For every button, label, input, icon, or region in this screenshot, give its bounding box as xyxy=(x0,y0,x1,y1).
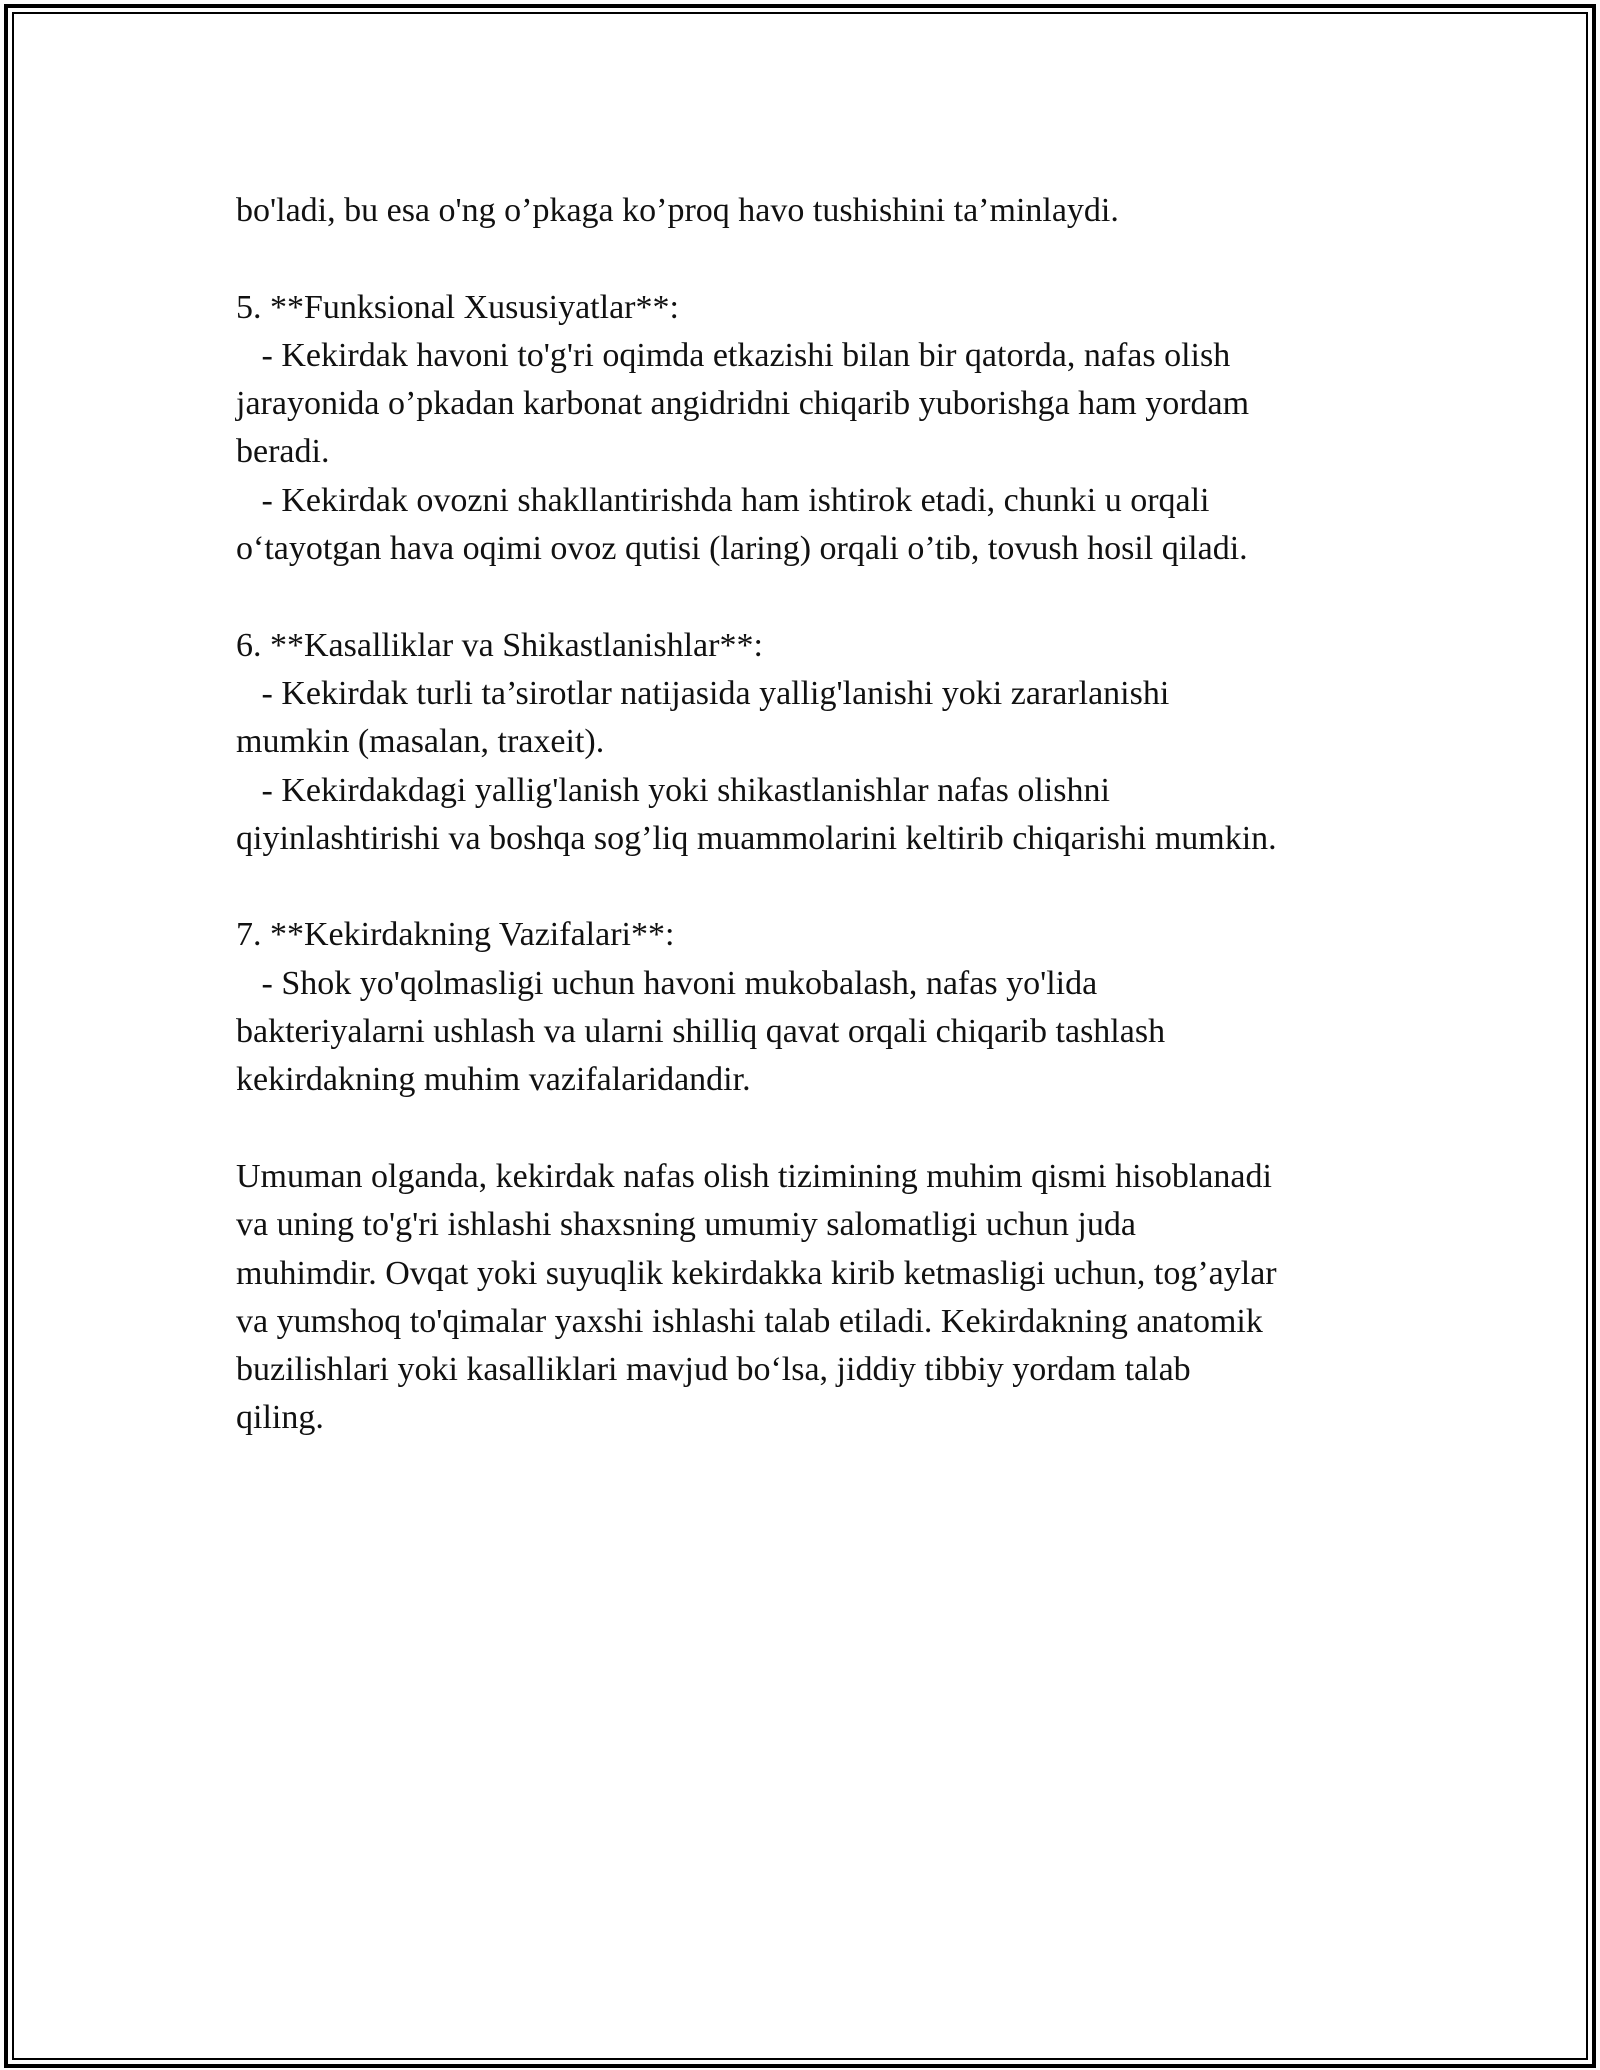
text-line: bakteriyalarni ushlash va ularni shilliq qavat orqali chiqarib tashlash xyxy=(236,1013,1166,1051)
blank-line xyxy=(236,573,1376,621)
section-heading-7: 7. **Kekirdakning Vazifalari**: xyxy=(236,916,675,954)
conclusion-line: va yumshoq to'qimalar yaxshi ishlashi talab etiladi. Kekirdakning anatomik xyxy=(236,1302,1263,1340)
text-line: - Kekirdak havoni to'g'ri oqimda etkazishi bilan bir qatorda, nafas olish xyxy=(236,336,1231,374)
conclusion-line: muhimdir. Ovqat yoki suyuqlik kekirdakka kirib ketmasligi uchun, tog’aylar xyxy=(236,1254,1277,1292)
text-line: qiyinlashtirishi va boshqa sog’liq muammolarini keltirib chiqarishi mumkin. xyxy=(236,819,1277,857)
text-line: jarayonida o’pkadan karbonat angidridni chiqarib yuborishga ham yordam xyxy=(236,385,1250,423)
text-line: mumkin (masalan, traxeit). xyxy=(236,723,605,761)
conclusion-line: Umuman olganda, kekirdak nafas olish tizimining muhim qismi hisoblanadi xyxy=(236,1157,1272,1195)
text-line: o‘tayotgan hava oqimi ovoz qutisi (laring) orqali o’tib, tovush hosil qiladi. xyxy=(236,530,1248,568)
conclusion-line: qiling. xyxy=(236,1399,324,1437)
blank-line xyxy=(236,235,1376,283)
text-line: - Kekirdakdagi yallig'lanish yoki shikastlanishlar nafas olishni xyxy=(236,771,1110,809)
blank-line xyxy=(236,863,1376,911)
blank-line xyxy=(236,1105,1376,1153)
text-line: bo'ladi, bu esa o'ng o’pkaga ko’proq havo tushishini ta’minlaydi. xyxy=(236,192,1119,229)
text-line: beradi. xyxy=(236,433,330,471)
text-line: kekirdakning muhim vazifalaridandir. xyxy=(236,1061,751,1099)
text-line: - Shok yo'qolmasligi uchun havoni mukobalash, nafas yo'lida xyxy=(236,964,1098,1002)
section-heading-6: 6. **Kasalliklar va Shikastlanishlar**: xyxy=(236,626,763,664)
text-line: - Kekirdak turli ta’sirotlar natijasida yallig'lanishi yoki zararlanishi xyxy=(236,674,1170,712)
conclusion-line: va uning to'g'ri ishlashi shaxsning umumiy salomatligi uchun juda xyxy=(236,1206,1136,1244)
document-body xyxy=(236,187,1376,1443)
section-heading-5: 5. **Funksional Xususiyatlar**: xyxy=(236,288,679,326)
conclusion-line: buzilishlari yoki kasalliklari mavjud bo‘lsa, jiddiy tibbiy yordam talab xyxy=(236,1351,1191,1389)
text-line: - Kekirdak ovozni shakllantirishda ham ishtirok etadi, chunki u orqali xyxy=(236,481,1210,519)
